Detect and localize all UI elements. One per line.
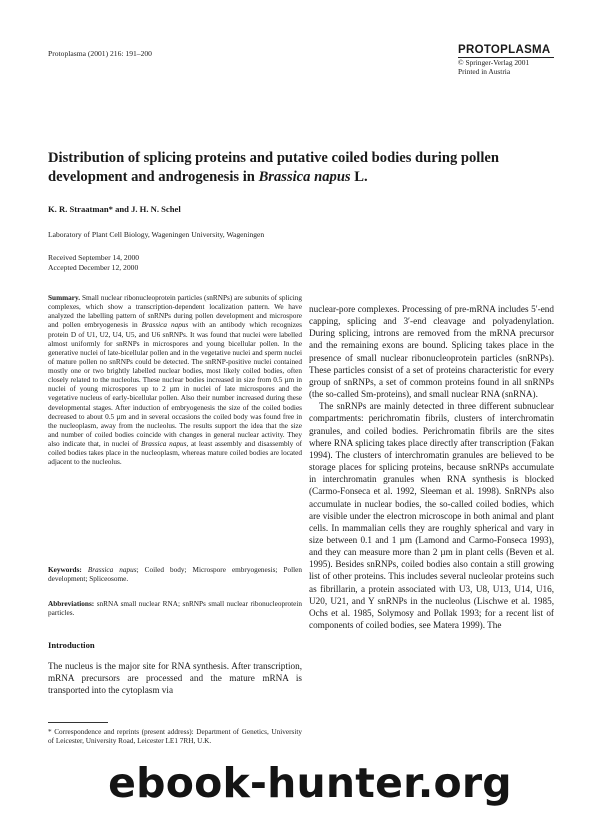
abstract-text-1: Small nuclear ribonucleoprotein particles (snRNPs) are subunits of splicing complexes, which show a transcription-dependent localization pattern. We have analyzed the labelling pattern of snRNPs during pollen development and microspore and pollen embryogenesis in xyxy=(48,294,302,330)
title-species: Brassica napus xyxy=(258,168,351,185)
footnote-rule xyxy=(48,722,108,723)
title-end: L. xyxy=(350,168,368,185)
right-paragraph-2: The snRNPs are mainly detected in three different subnuclear compartments: perichromatin fibrils, clusters of interchromatin granules, and coiled bodies. Perichromatin fibrils are the sites where RNA splicing takes place directly after transcription (Fakan 1994). The clusters of interchromatin granules are believed to be storage places for splicing proteins, because snRNPs accumulate in interchromatin granules when RNA synthesis is blocked (Carmo-Fonseca et al. 1992, Sleeman et al. 1998). SnRNPs also accumulate in nuclear bodies, the so-called coiled bodies, which are visible under the electron microscope in both animal and plant cells. In mammalian cells they are roughly spherical and vary in size between 0.1 and 1 µm (Lamond and Carmo-Fonseca 1993), and they can measure more than 2 µm in plant cells (Beven et al. 1995). Besides snRNPs, coiled bodies also contain a still growing list of other proteins. This includes several nucleolar proteins such as fibrillarin, a protein associated with U3, U8, U13, U14, U16, U20, U21, and Y snRNPs in the nucleolus (Lischwe et al. 1985, Ochs et al. 1985, Solymosy and Pollak 1993; for a recent list of components of coiled bodies, see Matera 1999). The xyxy=(309,401,554,631)
abbreviations-text: snRNA small nuclear RNA; snRNPs small nuclear ribonucleoprotein particles. xyxy=(48,600,302,618)
abstract xyxy=(48,294,302,467)
keywords-label: Keywords: xyxy=(48,566,82,574)
copyright-line: © Springer-Verlag 2001 xyxy=(458,58,530,67)
article-title xyxy=(48,149,548,186)
received-date: Received September 14, 2000 xyxy=(48,253,140,262)
keywords xyxy=(48,566,302,584)
publisher-block xyxy=(458,44,554,76)
journal-reference: Protoplasma (2001) 216: 191–200 xyxy=(48,49,152,58)
abbreviations-label: Abbreviations: xyxy=(48,600,95,608)
article-dates xyxy=(48,253,139,273)
correspondence-footnote: * Correspondence and reprints (present address): Department of Genetics, University of Leicester, University Road, Leicester LE1 7RH, U.K. xyxy=(48,728,302,746)
abbreviations xyxy=(48,600,302,618)
accepted-date: Accepted December 12, 2000 xyxy=(48,263,139,273)
authors: K. R. Straatman* and J. H. N. Schel xyxy=(48,204,181,214)
abstract-species-2: Brassica napus xyxy=(141,440,187,448)
introduction-text: The nucleus is the major site for RNA synthesis. After transcription, mRNA precursors are processed and the mature mRNA is transported into the cytoplasm via xyxy=(48,661,302,696)
keywords-text: ; Coiled body; Microspore embryogenesis; Pollen development; Spliceosome. xyxy=(48,566,302,584)
abstract-species-1: Brassica napus xyxy=(141,321,189,330)
right-paragraph-1: nuclear-pore complexes. Processing of pre-mRNA includes 5′-end capping, splicing and 3′-end cleavage and polyadenylation. During splicing, introns are removed from the mRNA precursor and the remaining exons are bound. Splicing takes place in the presence of small nuclear ribonucleoprotein particles (snRNPs). These particles consist of a set of proteins characteristic for every group of snRNPs, a set of common proteins found in all snRNPs (the so-called Sm-proteins), and small nuclear RNA (snRNA). xyxy=(309,304,554,400)
journal-brand: PROTOPLASMA xyxy=(458,44,554,58)
introduction-heading: Introduction xyxy=(48,640,95,650)
abstract-label: Summary. xyxy=(48,294,81,302)
title-main: Distribution of splicing proteins and putative coiled bodies during pollen development and androgenesis in xyxy=(48,150,500,185)
printed-line: Printed in Austria xyxy=(458,67,511,77)
right-column xyxy=(309,303,554,631)
watermark: ebook-hunter.org xyxy=(108,759,512,807)
keywords-species: Brassica napus xyxy=(87,566,137,574)
affiliation: Laboratory of Plant Cell Biology, Wageningen University, Wageningen xyxy=(48,230,265,239)
abstract-text-2: with an antibody which recognizes protein D of U1, U2, U4, U5, and U6 snRNPs. It was found that nuclei were labelled almost uniformly for snRNPs in microspores and young bicellular pollen. In the generative nuclei of late-bicellular pollen and in the vegetative nuclei and sperm nuclei of mature pollen no snRNPs could be detected. The snRNP-positive nuclei contained mostly one or two brightly labelled nuclear bodies, most likely coiled bodies, often closely related to the nucleolus. These nuclear bodies increased in size from 0.5 µm in nuclei of young microspores up to 2 µm in nuclei of late microspores and the vegetative nucleus of early-bicellular pollen. Also their number increased during these developmental stages. After induction of embryogenesis the size of the coiled bodies decreased to about 0.5 µm and in several occasions the coiled body was found free in the nucleoplasm, away from the nucleolus. The results support the idea that the size and number of coiled bodies coincide with changes in general nuclear activity. They also indicate that, in nuclei of xyxy=(48,321,302,448)
abstract-text-3: , at least assembly and disassembly of coiled bodies takes place in the nucleoplasm, whereas mature coiled bodies are located adjacent to the nucleolus. xyxy=(48,440,303,467)
